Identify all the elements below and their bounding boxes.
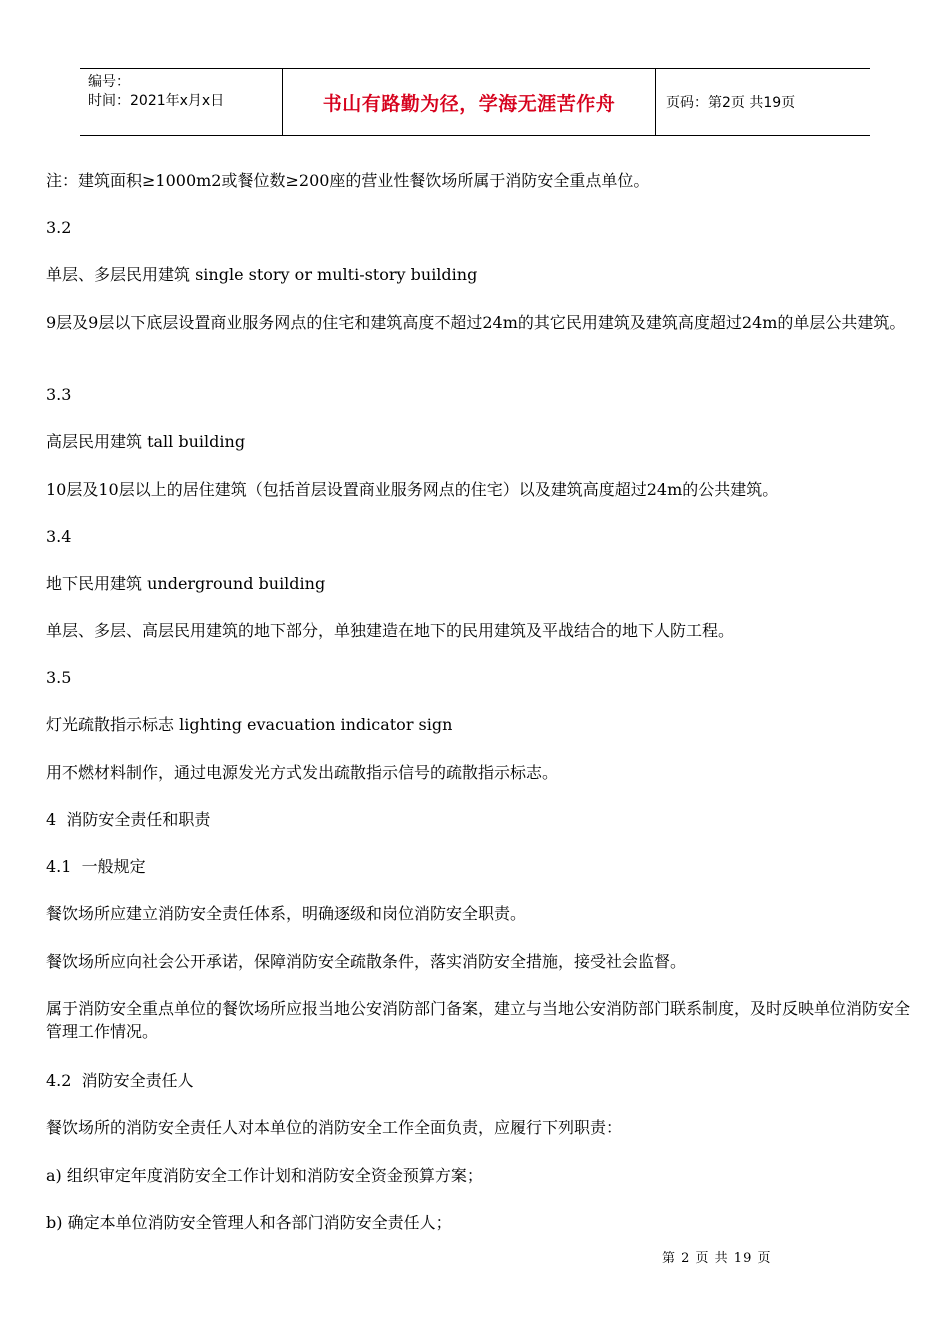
definition-paragraph: 10层及10层以上的居住建筑（包括首层设置商业服务网点的住宅）以及建筑高度超过24m的公共建筑。	[46, 480, 779, 499]
section-number: 3.3	[46, 385, 72, 404]
term-heading: 高层民用建筑 tall building	[46, 432, 246, 451]
list-item: b) 确定本单位消防安全管理人和各部门消防安全责任人；	[46, 1213, 452, 1232]
definition-paragraph: 单层、多层、高层民用建筑的地下部分，单独建造在地下的民用建筑及平战结合的地下人防工程。	[46, 621, 735, 640]
header-motto: 书山有路勤为径，学海无涯苦作舟	[282, 69, 656, 135]
definition-paragraph: 9层及9层以下底层设置商业服务网点的住宅和建筑高度不超过24m的其它民用建筑及建筑高度超过24m的单层公共建筑。	[46, 313, 906, 332]
page-header	[80, 68, 870, 136]
term-heading: 灯光疏散指示标志 lighting evacuation indicator sign	[46, 715, 453, 734]
header-page-code: 页码：第2页 共19页	[666, 95, 796, 111]
term-heading: 单层、多层民用建筑 single story or multi-story building	[46, 265, 478, 284]
note-paragraph: 注：建筑面积≥1000m2或餐位数≥200座的营业性餐饮场所属于消防安全重点单位。	[46, 171, 650, 190]
subsection-heading: 4.2 消防安全责任人	[46, 1071, 194, 1090]
section-number: 3.2	[46, 218, 72, 237]
term-heading: 地下民用建筑 underground building	[46, 574, 326, 593]
document-number: 编号：	[88, 74, 130, 90]
document-date: 时间：2021年x月x日	[88, 93, 225, 109]
page-footer: 第 2 页 共 19 页	[662, 1251, 772, 1266]
body-paragraph: 餐饮场所应向社会公开承诺，保障消防安全疏散条件，落实消防安全措施，接受社会监督。	[46, 952, 687, 971]
subsection-heading: 4.1 一般规定	[46, 857, 146, 876]
section-number: 3.4	[46, 527, 72, 546]
header-meta	[80, 69, 282, 135]
definition-paragraph: 用不燃材料制作，通过电源发光方式发出疏散指示信号的疏散指示标志。	[46, 763, 559, 782]
section-number: 3.5	[46, 668, 72, 687]
chapter-heading: 4 消防安全责任和职责	[46, 810, 211, 829]
body-paragraph: 餐饮场所应建立消防安全责任体系，明确逐级和岗位消防安全职责。	[46, 904, 527, 923]
body-paragraph: 餐饮场所的消防安全责任人对本单位的消防安全工作全面负责，应履行下列职责：	[46, 1118, 623, 1137]
body-paragraph: 属于消防安全重点单位的餐饮场所应报当地公安消防部门备案，建立与当地公安消防部门联系制度，及时反映单位消防安全管理工作情况。	[46, 999, 911, 1041]
list-item: a) 组织审定年度消防安全工作计划和消防安全资金预算方案；	[46, 1166, 483, 1185]
